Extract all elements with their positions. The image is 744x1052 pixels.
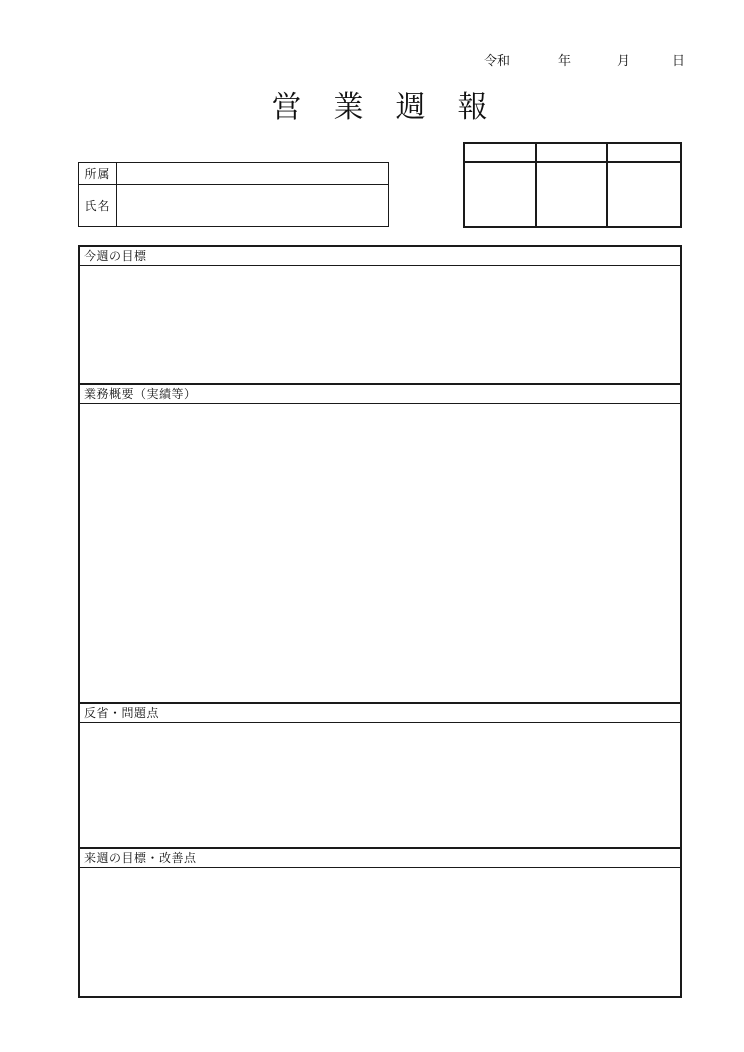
stamp-body-cell-1[interactable] bbox=[465, 163, 537, 226]
section-next-week-goals-header: 来週の目標・改善点 bbox=[80, 849, 680, 868]
report-sections bbox=[78, 245, 682, 998]
section-reflection-problems bbox=[80, 702, 680, 847]
section-next-week-goals-content[interactable] bbox=[80, 868, 680, 996]
date-day-label: 日 bbox=[672, 53, 686, 68]
section-reflection-problems-header: 反省・問題点 bbox=[80, 704, 680, 723]
section-reflection-problems-content[interactable] bbox=[80, 723, 680, 847]
section-business-summary-content[interactable] bbox=[80, 404, 680, 702]
stamp-header-cell-1 bbox=[465, 144, 537, 163]
section-this-week-goals-header: 今週の目標 bbox=[80, 247, 680, 266]
date-era-label: 令和 bbox=[484, 53, 511, 68]
date-year-label: 年 bbox=[558, 53, 572, 68]
stamp-header-cell-3 bbox=[608, 144, 680, 163]
name-label: 氏名 bbox=[79, 185, 117, 227]
report-title: 営 業 週 報 bbox=[271, 91, 489, 124]
section-business-summary bbox=[80, 383, 680, 702]
department-label: 所属 bbox=[79, 163, 117, 185]
date-month-label: 月 bbox=[617, 53, 631, 68]
section-this-week-goals bbox=[80, 247, 680, 383]
section-next-week-goals bbox=[80, 847, 680, 996]
stamp-body-cell-2[interactable] bbox=[537, 163, 609, 226]
identity-table bbox=[78, 162, 389, 227]
stamp-body-cell-3[interactable] bbox=[608, 163, 680, 226]
name-field[interactable] bbox=[117, 185, 388, 227]
approval-stamp-table bbox=[463, 142, 682, 228]
department-field[interactable] bbox=[117, 163, 388, 185]
section-this-week-goals-content[interactable] bbox=[80, 266, 680, 383]
section-business-summary-header: 業務概要（実績等） bbox=[80, 385, 680, 404]
stamp-header-cell-2 bbox=[537, 144, 609, 163]
